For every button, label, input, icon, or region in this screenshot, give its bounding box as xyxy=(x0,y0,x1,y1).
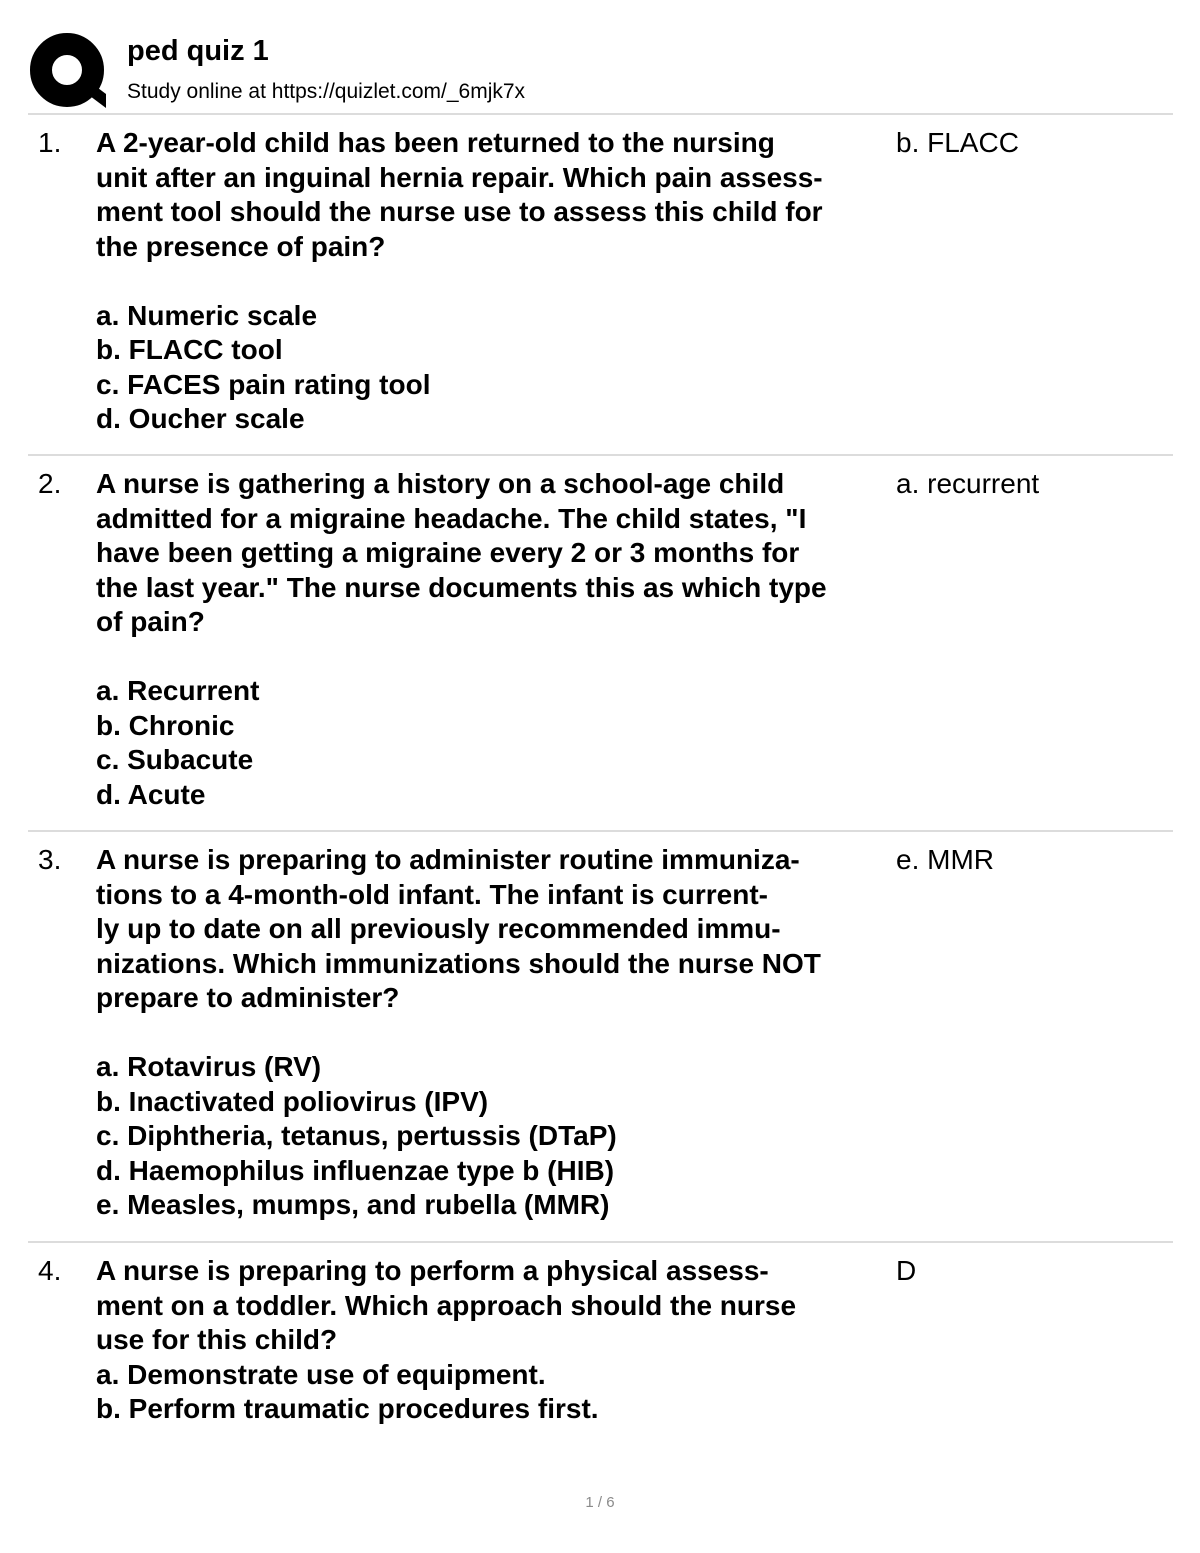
answer-options xyxy=(96,299,886,437)
option-c: c. Subacute xyxy=(96,744,254,775)
card-number: 1. xyxy=(38,127,62,158)
option-b: b. Perform traumatic procedures first. xyxy=(96,1393,599,1424)
card-answer: e. MMR xyxy=(896,844,994,875)
page-number: 1 / 6 xyxy=(585,1494,615,1511)
quizlet-logo-icon xyxy=(30,32,106,108)
divider xyxy=(28,830,1173,832)
option-a: a. Rotavirus (RV) xyxy=(96,1051,322,1082)
option-c: c. Diphtheria, tetanus, pertussis (DTaP) xyxy=(96,1120,617,1151)
divider xyxy=(28,1241,1173,1243)
card-number: 2. xyxy=(38,468,62,499)
option-e: e. Measles, mumps, and rubella (MMR) xyxy=(96,1189,610,1220)
document-header xyxy=(30,28,1175,108)
option-a: a. Demonstrate use of equipment. xyxy=(96,1358,546,1390)
card-number: 4. xyxy=(38,1255,62,1286)
answer-options xyxy=(96,1050,886,1223)
option-d: d. Oucher scale xyxy=(96,403,305,434)
divider xyxy=(28,113,1173,115)
card-number: 3. xyxy=(38,844,62,875)
divider xyxy=(28,454,1173,456)
card-question: A nurse is gathering a history on a school-age child admitted for a migraine headache. The child states, "I have been getting a migraine every 2 or 3 months for the last year." The nurse documents this as which type of pain? xyxy=(96,468,827,637)
answer-options xyxy=(96,1358,886,1427)
option-d: d. Acute xyxy=(96,778,206,810)
document-title: ped quiz 1 xyxy=(127,35,269,67)
option-d: d. Haemophilus influenzae type b (HIB) xyxy=(96,1154,615,1186)
study-online-link[interactable]: Study online at https://quizlet.com/_6mjk7x xyxy=(127,80,526,103)
card-answer: b. FLACC xyxy=(896,127,1019,158)
card-answer: D xyxy=(896,1255,917,1286)
card-answer: a. recurrent xyxy=(896,468,1040,499)
card-question: A 2-year-old child has been returned to the nursing unit after an inguinal hernia repair. Which pain assess- ment tool should the nurse use to assess this child for the presence of pain? xyxy=(96,127,823,262)
card-question: A nurse is preparing to administer routine immuniza- tions to a 4-month-old infant. The infant is current- ly up to date on all previously recommended immu- nizations. Which immunizations should the nurse NOT prepare to administer? xyxy=(96,844,821,1013)
option-b: b. Inactivated poliovirus (IPV) xyxy=(96,1085,489,1117)
option-b: b. FLACC tool xyxy=(96,334,283,365)
answer-options xyxy=(96,674,886,812)
option-b: b. Chronic xyxy=(96,709,235,741)
card-question: A nurse is preparing to perform a physical assess- ment on a toddler. Which approach should the nurse use for this child? xyxy=(96,1255,797,1355)
option-a: a. Recurrent xyxy=(96,675,260,706)
option-c: c. FACES pain rating tool xyxy=(96,368,431,400)
option-a: a. Numeric scale xyxy=(96,299,318,331)
